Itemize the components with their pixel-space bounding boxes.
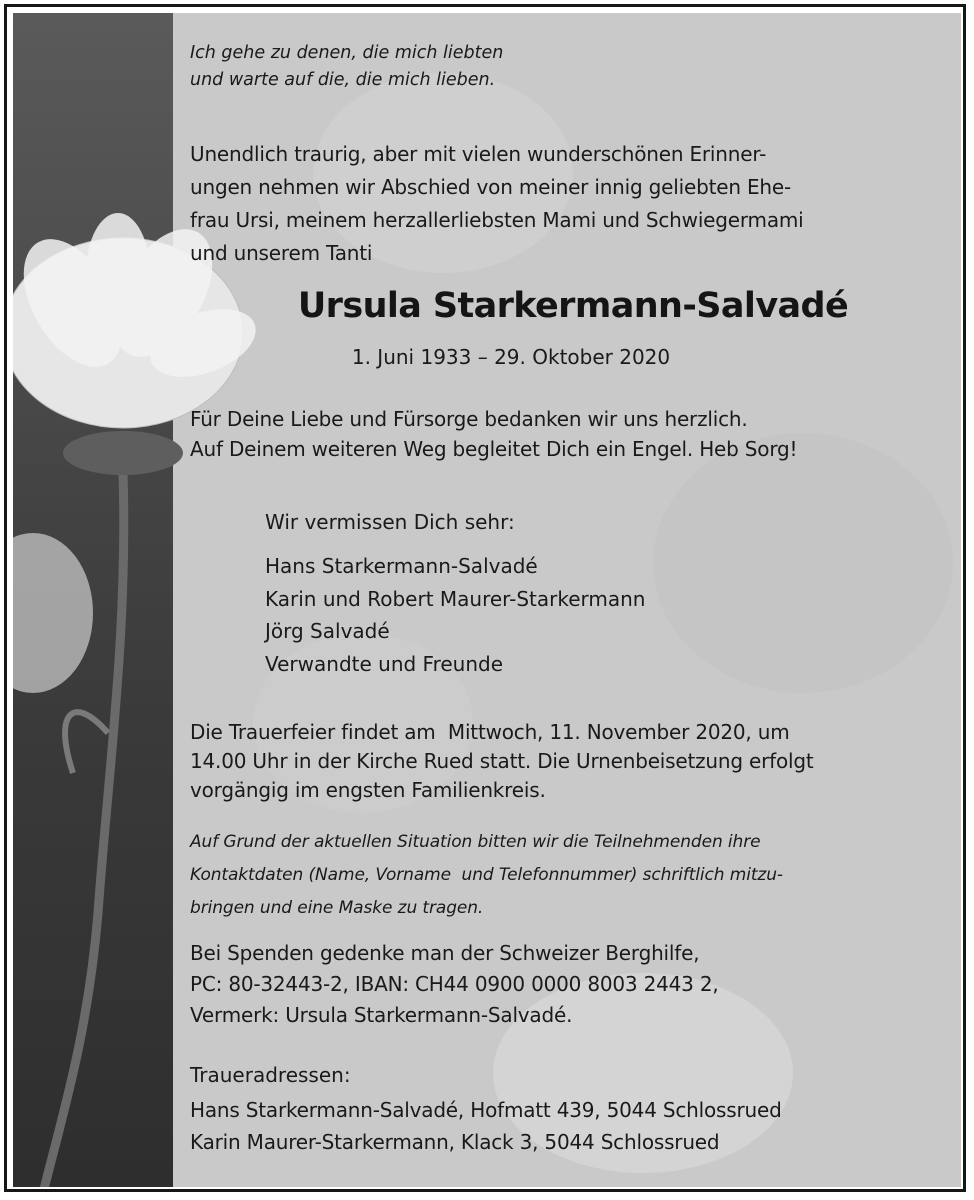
life-dates: 1. Juni 1933 – 29. Oktober 2020 [351, 345, 671, 369]
intro-line: ungen nehmen wir Abschied von meiner innig geliebten Ehe- [190, 175, 791, 199]
thanks-line: Für Deine Liebe und Fürsorge bedanken wir uns herzlich. [190, 407, 748, 431]
covid-notice [190, 826, 950, 925]
intro-line: Unendlich traurig, aber mit vielen wunderschönen Erinner- [190, 142, 767, 166]
mourners-list [265, 550, 645, 680]
covid-line: bringen und eine Maske zu tragen. [190, 898, 484, 918]
address-entry: Karin Maurer-Starkermann, Klack 3, 5044 Schlossrued [190, 1130, 720, 1154]
mourner-name: Hans Starkermann-Salvadé [265, 554, 538, 578]
address-entry: Hans Starkermann-Salvadé, Hofmatt 439, 5044 Schlossrued [190, 1098, 782, 1122]
mourner-name: Karin und Robert Maurer-Starkermann [265, 586, 646, 611]
deceased-name: Ursula Starkermann-Salvadé [297, 286, 849, 326]
intro-paragraph [190, 138, 950, 270]
donation-line: PC: 80-32443-2, IBAN: CH44 0900 0000 8003 2443 2, [190, 972, 719, 996]
addresses-list [190, 1094, 782, 1158]
covid-line: Kontaktdaten (Name, Vorname und Telefonnummer) schriftlich mitzu- [190, 865, 783, 885]
intro-line: frau Ursi, meinem herzallerliebsten Mami und Schwiegermami [190, 208, 804, 232]
intro-line: und unserem Tanti [190, 241, 373, 265]
thanks-paragraph [190, 404, 797, 464]
mourners-title: Wir vermissen Dich sehr: [265, 510, 515, 534]
motto-line: und warte auf die, die mich lieben. [190, 70, 496, 90]
covid-line: Auf Grund der aktuellen Situation bitten wir die Teilnehmenden ihre [190, 832, 761, 852]
thanks-line: Auf Deinem weiteren Weg begleitet Dich ein Engel. Heb Sorg! [190, 437, 798, 461]
service-line: Die Trauerfeier findet am Mittwoch, 11. November 2020, um [190, 720, 790, 744]
motto-line: Ich gehe zu denen, die mich liebten [190, 43, 504, 63]
addresses-title: Traueradressen: [190, 1063, 351, 1087]
motto-quote [190, 40, 503, 94]
mourner-name: Verwandte und Freunde [265, 651, 504, 676]
donation-line: Bei Spenden gedenke man der Schweizer Berghilfe, [190, 941, 700, 965]
service-line: 14.00 Uhr in der Kirche Rued statt. Die Urnenbeisetzung erfolgt [190, 749, 814, 773]
mourner-name: Jörg Salvadé [265, 619, 390, 643]
donation-line: Vermerk: Ursula Starkermann-Salvadé. [190, 1003, 573, 1027]
service-paragraph [190, 718, 950, 805]
service-line: vorgängig im engsten Familienkreis. [190, 778, 546, 802]
donation-paragraph [190, 938, 950, 1031]
